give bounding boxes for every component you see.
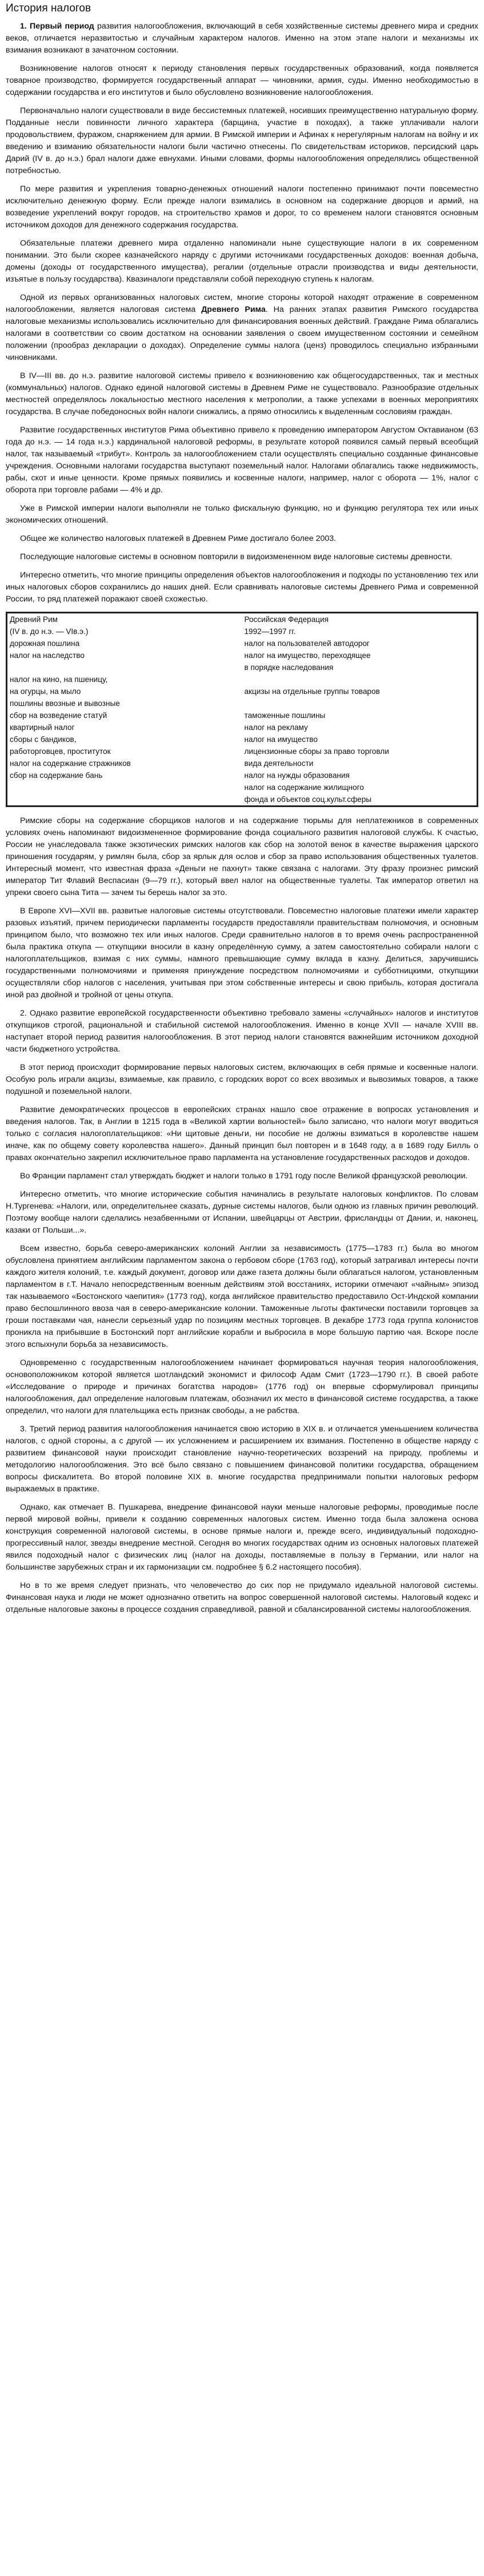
paragraph: В этот период происходит формирование первых налоговых систем, включающих в себя прямые и косвенные налоги. Особую роль играли акцизы, взимаемые, как правило, с городских ворот со всех ввозимых и вывозимых товаров, а также подушной и поземельной налоги.	[6, 1063, 478, 1096]
table-cell-line: на огурцы, на мыло	[10, 687, 81, 696]
table-cell-line	[245, 697, 475, 709]
paragraph-second-period: 2. Однако развитие европейской государственности объективно требовало замены «случайных» налогов и институтов откупщиков строгой, рациональной и стабильной системой налогообложения. Именно в конце XVII — начале XVIII вв. наступает второй период развития налогообложения. В этот период налоги становятся важнейшим источником доходной части бюджетного устройства.	[6, 1009, 478, 1054]
table-cell-line: налог на нужды образования	[244, 771, 350, 780]
table-cell-line: (IV в. до н.э. — VIв.э.)	[10, 627, 89, 636]
table-cell-line: Российская Федерация	[244, 615, 329, 624]
table-cell-line: налог на содержание стражников	[10, 759, 131, 768]
table-cell-line	[10, 661, 240, 673]
paragraph: Первоначально налоги существовали в виде бессистемных платежей, носивших преимущественно натуральную форму. Подданные несли повинности личного характера (барщина, участие в походах), а также уплачивали налоги продовольствием, фуражом, снаряжением для армии. В Римской империи и Афинах к нерегулярным налогам на войну и их введению и взиманию обязательности налоги были частично отнесены. По свидетельствам историков, персидский царь Дарий (IV в. до н.э.) брал налоги даже евнухами. Иными словами, формы налогообложения определялись общественной потребностью.	[6, 106, 478, 175]
paragraph-ancient-rome	[6, 292, 478, 364]
table-cell-line: в порядке наследования	[244, 663, 334, 672]
table-cell-line: вида деятельности	[244, 759, 314, 768]
table-cell-line: пошлины ввозные и вывозные	[10, 699, 120, 708]
paragraph-third-period: 3. Третий период развития налогообложения начинается свою историю в XIX в. и отличается уменьшением количества налогов, с одной стороны, а с другой — их усложнением и расширением их взимания. Постепенно в обществе наряду с развитием финансовой науки происходит становление научно-теоретических воззрений на природу, проблемы и методологию налогообложения. Это всё было связано с повышением финансовой политики государства, обращением вопросы фискалитета. Во второй половине XIX в. многие государства предпринимали попытки налоговых реформ выражаемых в практике.	[6, 1425, 478, 1494]
table-cell-line: налог на рекламу	[244, 723, 308, 732]
paragraph: Обязательные платежи древнего мира отдаленно напоминали ныне существующие налоги в их современном понимании. Это были скорее казначейского наряду с другими источниками государственных доходов: военная добыча, домены (доходы от государственного имущества), регалии (отдельные отрасли производства и виды деятельности, изъятые в пользу государства). Квазиналоги представляли собой переходную ступень к налогам.	[6, 239, 478, 284]
table-cell-line: 1992—1997 гг.	[244, 627, 296, 636]
comparison-table	[6, 612, 478, 807]
paragraph-first-period	[6, 21, 478, 57]
paragraph: Развитие государственных институтов Рима объективно привело к проведению императором Августом Октавианом (63 года до н.э. — 14 года н.э.) кардинальной налоговой реформы, в результате которой появился самый первый всеобщий налог, так называемый «трибут». Контроль за налогообложением стали осуществлять специально созданные финансовые учреждения. Основными налогами государства выступают поземельный налог. Налогами облагались также недвижимость, рабы, скот и иные ценности. Кроме прямых появились и косвенные налоги, например, налог с оборота — 1%, налог с оборота при торговле рабами — 4% и др.	[6, 426, 478, 495]
paragraph: Развитие демократических процессов в европейских странах нашло свое отражение в вопросах установления и введения налогов. Так, в Англии в 1215 года в «Великой хартии вольностей» было записано, что налоги могут вводиться только с согласия налогоплательщиков: «Ни щитовые деньги, ни пособие не должны взиматься в королевстве нашем иначе, как по общему совету королевства нашего». Данный принцип был повторен и в 1648 году, а в 1689 году Билль о правах окончательно закрепил исключительное право парламента на установление государственных расходов и доходов.	[6, 1105, 478, 1162]
table-cell-line: налог на кино, на пшеницу,	[10, 675, 108, 684]
paragraph: Интересно отметить, что многие исторические события начинались в результате налоговых конфликтов. По словам Н.Тургенева: «Налоги, или, определительнее сказать, дурные системы налогов, были одною из главных причин революций. Поэтому вообще налоги сделались незабвенными от Испании, швейцарцы от Австрии, фрисландцы от Дании, и, наконец, казаки от Польши...».	[6, 1190, 478, 1235]
paragraph: Римские сборы на содержание сборщиков налогов и на содержание тюрьмы для неплатежников в современных условиях очень напоминают видоизмененное формирование фонда социального развития налоговой службы. К счастью, России не унаследовала также экзотических римских налогов как сбор на золотой венок в качестве выражения царского приношения государям, у римлян была, сбор за ярлык для ослов и сбор за право использования общественных туалетов. Интересный момент, что известная фраза «Деньги не пахнут» также связана с налогами. Эту фразу произнес римский император Тит Флавий Веспасиан (9—79 гг.), который ввел налог на общественные туалеты. Так император ответил на упреки своего сына Тита — зачем ты берешь налог за это.	[6, 816, 478, 897]
paragraph: Одновременно с государственным налогообложением начинает формироваться научная теория налогообложения, основоположником которой является шотландский экономист и философ Адам Смит (1723—1790 гг.). В своей работе «Исследование о природе и причинах богатства народов» (1776 год) он впервые сформулировал принципы налогообложения, дал определение налоговым платежам, обозначил их место в финансовой системе государства, а также определил, что налоги для плательщика есть признак свободы, а не рабства.	[6, 1358, 478, 1415]
ancient-rome-term: Древнего Рима	[201, 305, 266, 314]
paragraph: Интересно отметить, что многие принципы определения объектов налогообложения и подходы по установлению тех или иных налоговых сборов сохранились до наших дней. Если сравнивать налоговые системы Древнего Рима и современной России, то ряд платежей поражают своей схожестью.	[6, 571, 478, 604]
paragraph: По мере развития и укрепления товарно-денежных отношений налоги постепенно принимают почти повсеместно исключительно денежную форму. Если прежде налоги взимались в основном на содержание дворцов и армий, на возведение укреплений вокруг городов, на строительство храмов и дорог, то со временем налоги становятся основным источником доходов для денежного содержания государства.	[6, 184, 478, 230]
paragraph: Во Франции парламент стал утверждать бюджет и налоги только в 1791 году после Великой французской революции.	[20, 1171, 468, 1181]
table-cell-line: акцизы на отдельные группы товаров	[244, 687, 380, 696]
table-cell-line: таможенные пошлины	[244, 711, 326, 720]
paragraph: Уже в Римской империи налоги выполняли не только фискальную функцию, но и функцию регулятора тех или иных экономических отношений.	[6, 504, 478, 525]
table-cell-line: лицензионные сборы за право торговли	[244, 747, 389, 756]
paragraph: В Европе XVI—XVII вв. развитые налоговые системы отсутствовали. Повсеместно налоговые платежи имели характер разовых изъятий, причем периодически парламенты государств предоставляли правительствам полномочия, и основным принципом было, что возможно тех или иных налогов. Среди сравнительно налогов в то время очень распространенной была практика откупа — откупщики вносили в казну определённую сумму, а затем самостоятельно собирали налоги с налогоплательщиков, взимая с них суммы, намного превышающие сумму вклада в казну. Делиться, заручившись государственными полномочиями и применяя принуждение посредством полномочиями и субботницкими, откупщики осуществляли сбор налогов с населения, учитывая при этом собственные интересы и свою прибыль, которая достигала иной раз двойной и тройной от цены откупа.	[6, 906, 478, 1000]
paragraph-text: развития налогообложения, включающий в себя хозяйственные системы древнего мира и средних веков, отличается неразвитостью и случайным характером налогов. Именно на этом этапе налоги и механизмы их взимания возникают в зачаточном состоянии.	[6, 22, 478, 55]
table-cell-line	[245, 673, 475, 685]
table-cell-line: сбор на содержание бань	[10, 771, 103, 780]
paragraph: Общее же количество налоговых платежей в Древнем Риме достигало более 2003.	[20, 534, 337, 543]
page-title: История налогов	[6, 2, 91, 14]
table-cell-line: налог на наследство	[10, 651, 85, 660]
paragraph-text: Одной из первых организованных налоговых систем, многие стороны которой находят отражение в современном налогообложении, является налоговая система	[6, 293, 478, 314]
table-cell-line: Древний Рим	[10, 615, 58, 624]
comparison-column-russia	[242, 613, 478, 806]
paragraph: Всем известно, борьба северо-американских колоний Англии за независимость (1775—1783 гг.) была во многом обусловлена принятием английским парламентом закона о гербовом сборе (1763 год), который затрагивал интересы почти каждого жителя колоний, т.е. каждый документ, договор или даже газета должны были облагаться налогом, установленным парламентом в г.Т. Начало непосредственным военным действиям этой восстаниях, историки отмечают «чайным» эпизод так называемого «Бостонского чаепития» (1773 год), когда английское правительство предоставило Ост-Индской компании право беспошлинного ввоза чая в северо-американские колонии. Таможенные льготы фактически поставили торговцев за гроши поставками чая, нанесли серьезный удар по позициям местных торговцев. В декабре 1773 года группа колонистов проникла на прибывшие в Бостонский порт английские корабли и выбросила в море большую партию чая. Вскоре после этого вспыхнули борьба за независимость.	[6, 1244, 478, 1349]
table-cell-line: фонда и объектов соц.культ.сферы	[244, 795, 372, 804]
table-cell-line: налог на имущество	[244, 735, 318, 744]
paragraph-text: . На ранних этапах развития Римского государства налоговые механизмы использовались исключительно для финансирования военных действий. Граждане Рима облагались налогами в соответствии со своим достатком на основании заявления о своем имущественном состоянии и семейном положении (прообраз декларации о доходах). Определение суммы налога (ценз) проводилось специально избранными чиновниками.	[6, 305, 478, 362]
period-term: Первый период	[30, 22, 94, 31]
table-cell-line: квартирный налог	[10, 723, 75, 732]
paragraph: Однако, как отмечает В. Пушкарева, внедрение финансовой науки меньше налоговые реформы, проводимые после первой мировой войны, привели к созданию современных налоговых систем. Именно тогда была заложена основа конструкция современной налоговой системы, в основе прямые налоги и, прежде всего, индивидуальный подоходно-прогрессивный налог, звезды внедрение местной. Сегодня во многих государствах одним из основных налоговых платежей явился подоходный налог с физических лиц (налог на доходы, поставляемые в пользу в Германии, или налог на большинстве зарубежных стран и их гармонизации см. подробнее § 6.2 настоящего пособия).	[6, 1503, 478, 1572]
table-cell-line: дорожная пошлина	[10, 639, 80, 648]
paragraph: В IV—III вв. до н.э. развитие налоговой системы привело к возникновению как общегосударственных, так и местных (коммунальных) налогов. Однако единой налоговой системы в Древнем Риме не существовало. Разнообразие отдельных местностей определялось локальностью местного населения к метрополии, а также успехами в военных мероприятиях государства. В случае победоносных войн налоги снижались, а прямо относились к выделенным сословиям граждан.	[6, 371, 478, 416]
paragraph: Возникновение налогов относят к периоду становления первых государственных образований, когда появляется товарное производство, формируется государственный аппарат — чиновники, армия, суды. Именно необходимостью в содержании государства и его институтов и было обусловлено возникновение налогообложения.	[6, 64, 478, 97]
table-cell-line: работорговцев, проституток	[10, 747, 111, 756]
section-number: 1.	[20, 22, 27, 31]
table-cell-line: налог на имущество, переходящее	[244, 651, 371, 660]
table-cell-line: налог на содержание жилищного	[244, 783, 364, 792]
paragraph: Но в то же время следует признать, что человечество до сих пор не придумало идеальной налоговой системы. Финансовая наука и люди не может однозначно ответить на вопрос совершенной налоговой системы. Налоговый кодекс и отдельные налоговые законы в процессе создания справедливой, равной и сбалансированной системы налогообложения.	[6, 1581, 478, 1614]
comparison-column-rome	[7, 613, 242, 806]
table-cell-line: сбор на возведение статуй	[10, 711, 107, 720]
paragraph: Последующие налоговые системы в основном повторили в видоизмененном виде налоговые системы древности.	[20, 552, 453, 561]
table-cell-line: налог на пользователей автодорог	[244, 639, 370, 648]
table-cell-line: сборы с бандиков,	[10, 735, 77, 744]
